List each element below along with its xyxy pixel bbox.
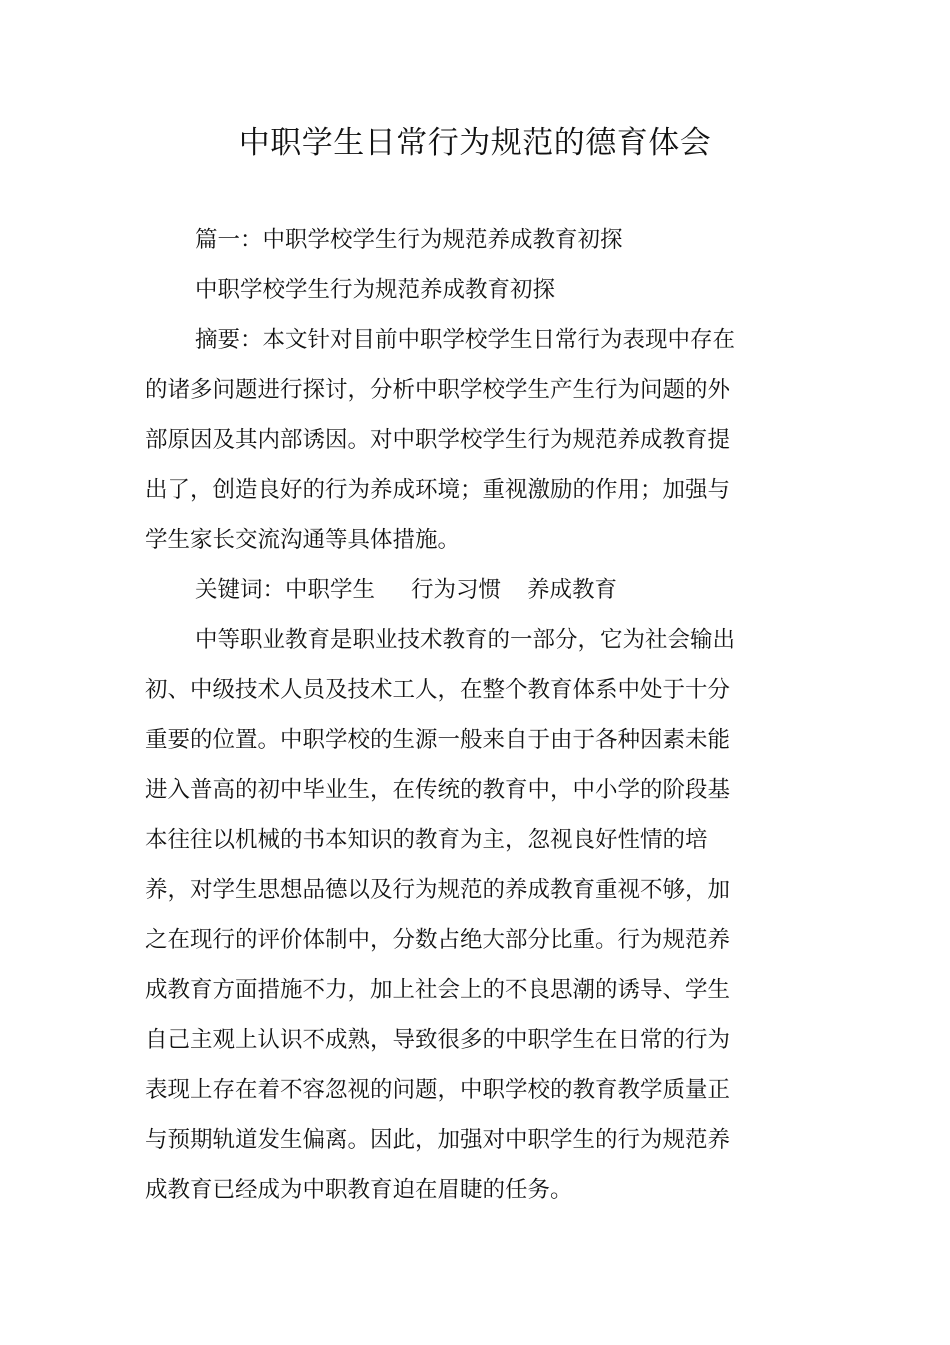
paragraph-line: 成教育已经成为中职教育迫在眉睫的任务。 [145, 1177, 573, 1203]
paragraph-line: 成教育方面措施不力，加上社会上的不良思潮的诱导、学生 [145, 977, 731, 1003]
paragraph-line: 自己主观上认识不成熟，导致很多的中职学生在日常的行为 [145, 1027, 731, 1053]
paragraph-line: 本往往以机械的书本知识的教育为主，忽视良好性情的培 [145, 827, 708, 853]
paragraph-line: 进入普高的初中毕业生，在传统的教育中，中小学的阶段基 [145, 777, 731, 803]
abstract [145, 315, 745, 565]
paragraph-line: 中等职业教育是职业技术教育的一部分，它为社会输出 [195, 627, 736, 653]
paragraph-line: 与预期轨道发生偏离。因此，加强对中职学生的行为规范养 [145, 1127, 731, 1153]
document-title: 中职学生日常行为规范的德育体会 [238, 125, 712, 161]
section-heading: 篇一：中职学校学生行为规范养成教育初探 [195, 227, 623, 253]
body-paragraph [145, 615, 745, 1215]
paragraph-line: 养，对学生思想品德以及行为规范的养成教育重视不够，加 [145, 877, 731, 903]
keywords [145, 565, 745, 615]
keyword: 中职学生 [285, 577, 376, 603]
paragraph-line: 初、中级技术人员及技术工人，在整个教育体系中处于十分 [145, 677, 731, 703]
keyword: 行为习惯 [411, 577, 502, 603]
abstract-line: 出了，创造良好的行为养成环境；重视激励的作用；加强与 [145, 477, 731, 503]
document-body [145, 215, 745, 1215]
abstract-line: 学生家长交流沟通等具体措施。 [145, 527, 461, 553]
paragraph-line: 之在现行的评价体制中，分数占绝大部分比重。行为规范养 [145, 927, 731, 953]
abstract-line: 部原因及其内部诱因。对中职学校学生行为规范养成教育提 [145, 427, 731, 453]
article-subtitle: 中职学校学生行为规范养成教育初探 [195, 277, 556, 303]
keyword: 养成教育 [527, 577, 618, 603]
abstract-line: 的诸多问题进行探讨，分析中职学校学生产生行为问题的外 [145, 377, 731, 403]
abstract-line: 摘要：本文针对目前中职学校学生日常行为表现中存在 [195, 327, 736, 353]
paragraph-line: 重要的位置。中职学校的生源一般来自于由于各种因素未能 [145, 727, 731, 753]
paragraph-line: 表现上存在着不容忽视的问题，中职学校的教育教学质量正 [145, 1077, 731, 1103]
keywords-label: 关键词： [195, 577, 286, 603]
